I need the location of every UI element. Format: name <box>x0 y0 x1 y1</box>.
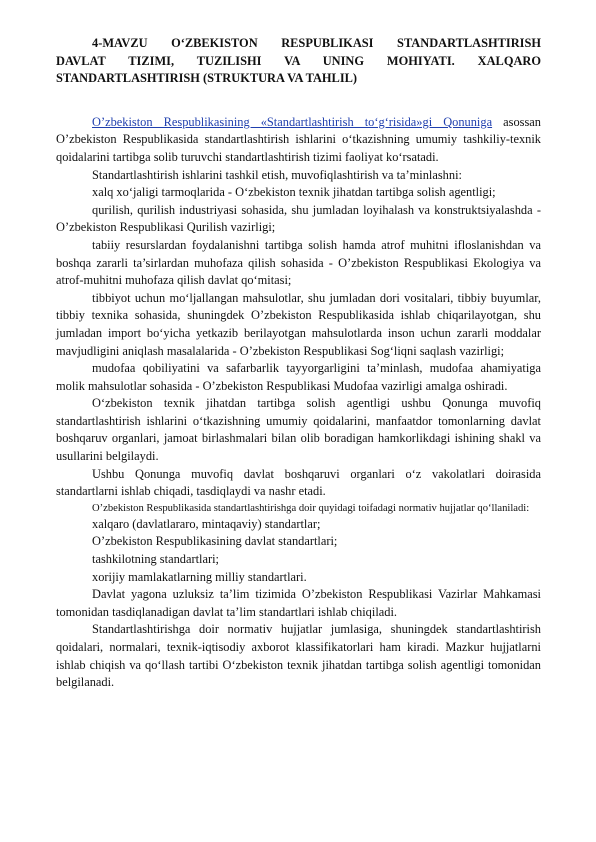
paragraph: O‘zbekiston texnik jihatdan tartibga solish agentligi ushbu Qonunga muvofiq standartlashtirish ishlarini o‘tkazishning umumiy qoidalarini, manfaatdor tomonlarning davlat boshqaruv organlari, jamoat birlashmalari bilan olib boradigan hamkorlikdagi ishining shakl va usullarini belgilaydi. <box>56 396 541 464</box>
paragraph: mudofaa qobiliyatini va safarbarlik tayyorgarligini ta’minlash, mudofaa ahamiyatiga molik mahsulotlar sohasida - O’zbekiston Respublikasi Mudofaa vazirligi amalga oshiradi. <box>56 361 541 393</box>
list-item: xalqaro (davlatlararo, mintaqaviy) standartlar; <box>92 516 321 531</box>
list-item: xorijiy mamlakatlarning milliy standartlari. <box>92 569 307 584</box>
title-line-2: DAVLAT TIZIMI, TUZILISHI VA UNING MOHIYATI. XALQARO <box>56 53 541 68</box>
intro-paragraph <box>56 114 541 167</box>
title-line-3: STANDARTLASHTIRISH (STRUKTURA VA TAHLIL) <box>56 71 358 86</box>
spacer <box>56 88 541 114</box>
paragraph: tabiiy resurslardan foydalanishni tartibga solish hamda atrof muhitni ifloslanishdan va boshqa zararli ta’sirlardan muhofaza qilish sohasida - O’zbekiston Respublikasi Ekologiya va atrof-muhitni muhofaza qilish davlat qo‘mitasi; <box>56 237 541 288</box>
paragraph: xalq xo‘jaligi tarmoqlarida - O‘zbekiston texnik jihatdan tartibga solish agentligi; <box>92 185 496 200</box>
list-item: tashkilotning standartlari; <box>92 552 219 567</box>
law-link[interactable]: O’zbekiston Respublikasining «Standartlashtirish to‘g‘risida»gi Qonuniga <box>92 114 493 129</box>
list-item: O’zbekiston Respublikasining davlat standartlari; <box>92 534 338 549</box>
paragraph: Ushbu Qonunga muvofiq davlat boshqaruvi organlari o‘z vakolatlari doirasida standartlarni ishlab chiqadi, tasdiqlaydi va nashr etadi. <box>56 466 541 499</box>
closing-paragraph: Davlat yagona uzluksiz ta’lim tizimida O’zbekiston Respublikasi Vazirlar Mahkamasi tomonidan tasdiqlanadigan davlat ta’lim standartlari ishlab chiqiladi. <box>56 587 541 619</box>
paragraph: Standartlashtirish ishlarini tashkil etish, muvofiqlashtirish va ta’minlashni: <box>92 167 462 182</box>
intro-text: asossan O’zbekiston Respublikasida standartlashtirish ishlarini o‘tkazishning umumiy tashkiliy-texnik qoidalarini tartibga solib turuvchi standartlashtirish tizimi faoliyat ko‘rsatadi. <box>56 114 541 164</box>
paragraph: qurilish, qurilish industriyasi sohasida, shu jumladan loyihalash va konstruktsiyalashda - O’zbekiston Respublikasi Qurilish vazirligi; <box>56 202 541 235</box>
closing-paragraph: Standartlashtirishga doir normativ hujjatlar jumlasiga, shuningdek standartlashtirish qoidalari, normalari, texnik-iqtisodiy axborot klassifikatorlari ham kiradi. Mazkur hujjatlarni ishlab chiqish va qo‘llash tartibi O‘zbekiston texnik jihatdan tartibga solish agentligi tomonidan belgilanadi. <box>56 622 541 690</box>
small-paragraph: O’zbekiston Respublikasida standartlashtirishga doir quyidagi toifadagi normativ hujjatlar qo‘llaniladi: <box>92 502 530 514</box>
document-page <box>56 35 541 692</box>
page-title <box>56 35 541 88</box>
title-line-1: 4-MAVZU O‘ZBEKISTON RESPUBLIKASI STANDARTLASHTIRISH <box>92 36 541 50</box>
paragraph: tibbiyot uchun mo‘ljallangan mahsulotlar, shu jumladan dori vositalari, tibbiy buyumlar, tibbiy texnika sohasida, shuningdek O’zbekiston Respublikasida ishlab chiqarilayotgan, shu jumladan import bo‘yicha yetkazib berilayotgan mahsulotlarda inson uchun zararli moddalar mavjudligini aniqlash masalalarida - O’zbekiston Respublikasi Sog‘liqni saqlash vazirligi; <box>56 290 541 358</box>
